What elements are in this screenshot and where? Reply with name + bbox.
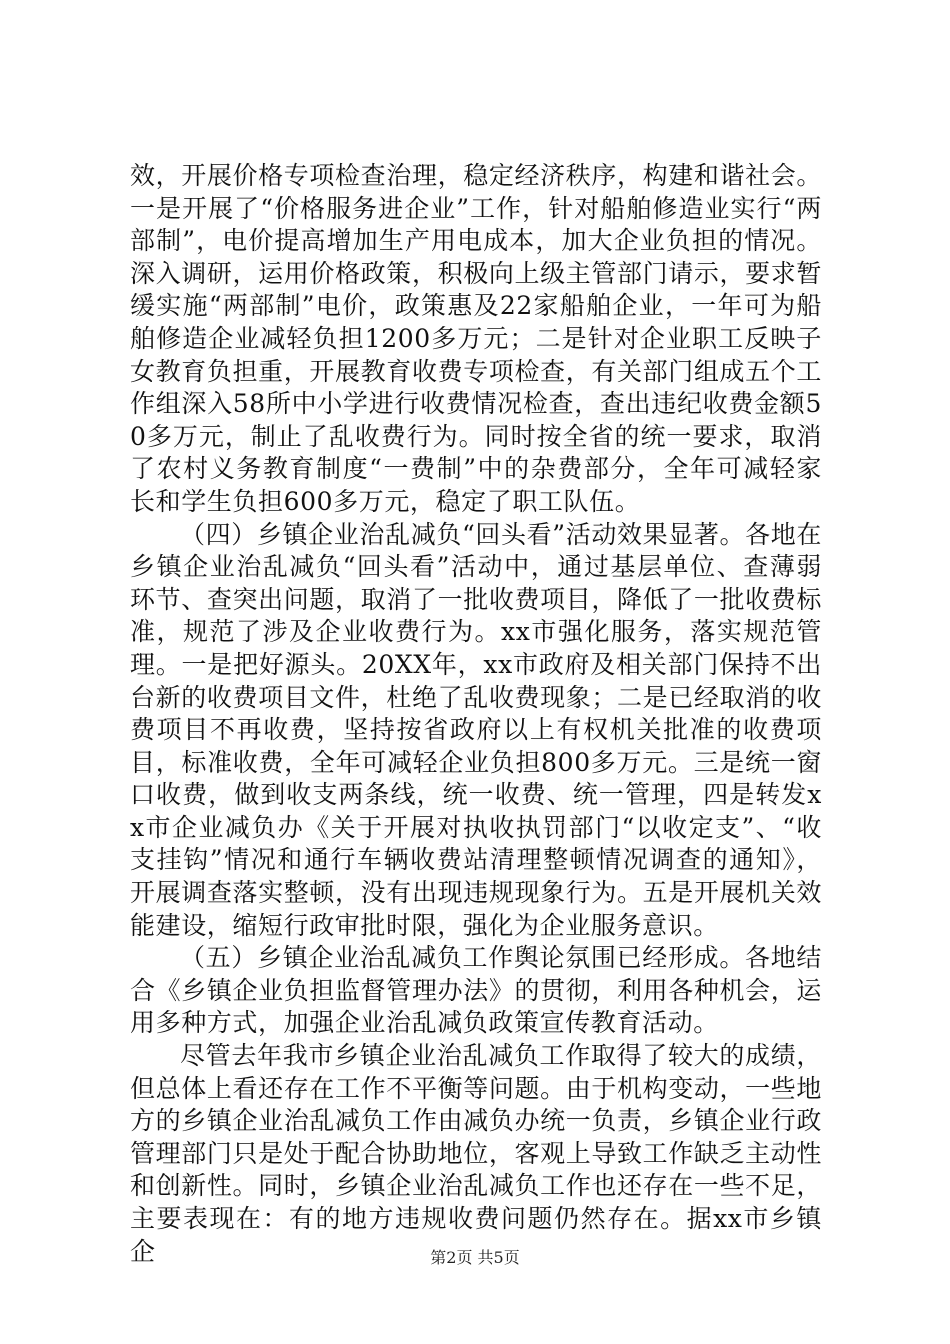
document-body	[130, 160, 822, 1268]
paragraph-3: （五）乡镇企业治乱减负工作舆论氛围已经形成。各地结合《乡镇企业负担监督管理办法》的贯彻，利用各种机会，运用多种方式，加强企业治乱减负政策宣传教育活动。	[130, 943, 822, 1038]
paragraph-2: （四）乡镇企业治乱减负“回头看”活动效果显著。各地在乡镇企业治乱减负“回头看”活动中，通过基层单位、查薄弱环节、查突出问题，取消了一批收费项目，降低了一批收费标准，规范了涉及企业收费行为。xx市强化服务，落实规范管理。一是把好源头。20XX年，xx市政府及相关部门保持不出台新的收费项目文件，杜绝了乱收费现象；二是已经取消的收费项目不再收费，坚持按省政府以上有权机关批准的收费项目，标准收费，全年可减轻企业负担800多万元。三是统一窗口收费，做到收支两条线，统一收费、统一管理，四是转发xx市企业减负办《关于开展对执收执罚部门“以收定支”、“收支挂钩”情况和通行车辆收费站清理整顿情况调查的通知》，开展调查落实整顿，没有出现违规现象行为。五是开展机关效能建设，缩短行政审批时限，强化为企业服务意识。	[130, 519, 822, 940]
paragraph-4: 尽管去年我市乡镇企业治乱减负工作取得了较大的成绩，但总体上看还存在工作不平衡等问题。由于机构变动，一些地方的乡镇企业治乱减负工作由减负办统一负责，乡镇企业行政管理部门只是处于配合协助地位，客观上导致工作缺乏主动性和创新性。同时，乡镇企业治乱减负工作也还存在一些不足，主要表现在：有的地方违规收费问题仍然存在。据xx市乡镇企	[130, 1041, 822, 1266]
paragraph-1: 效，开展价格专项检查治理，稳定经济秩序，构建和谐社会。一是开展了“价格服务进企业”工作，针对船舶修造业实行“两部制”，电价提高增加生产用电成本，加大企业负担的情况。深入调研，运用价格政策，积极向上级主管部门请示，要求暂缓实施“两部制”电价，政策惠及22家船舶企业，一年可为船舶修造企业减轻负担1200多万元；二是针对企业职工反映子女教育负担重，开展教育收费专项检查，有关部门组成五个工作组深入58所中小学进行收费情况检查，查出违纪收费金额50多万元，制止了乱收费行为。同时按全省的统一要求，取消了农村义务教育制度“一费制”中的杂费部分，全年可减轻家长和学生负担600多万元，稳定了职工队伍。	[130, 161, 822, 516]
page-number: 第2页 共5页	[430, 1248, 520, 1267]
